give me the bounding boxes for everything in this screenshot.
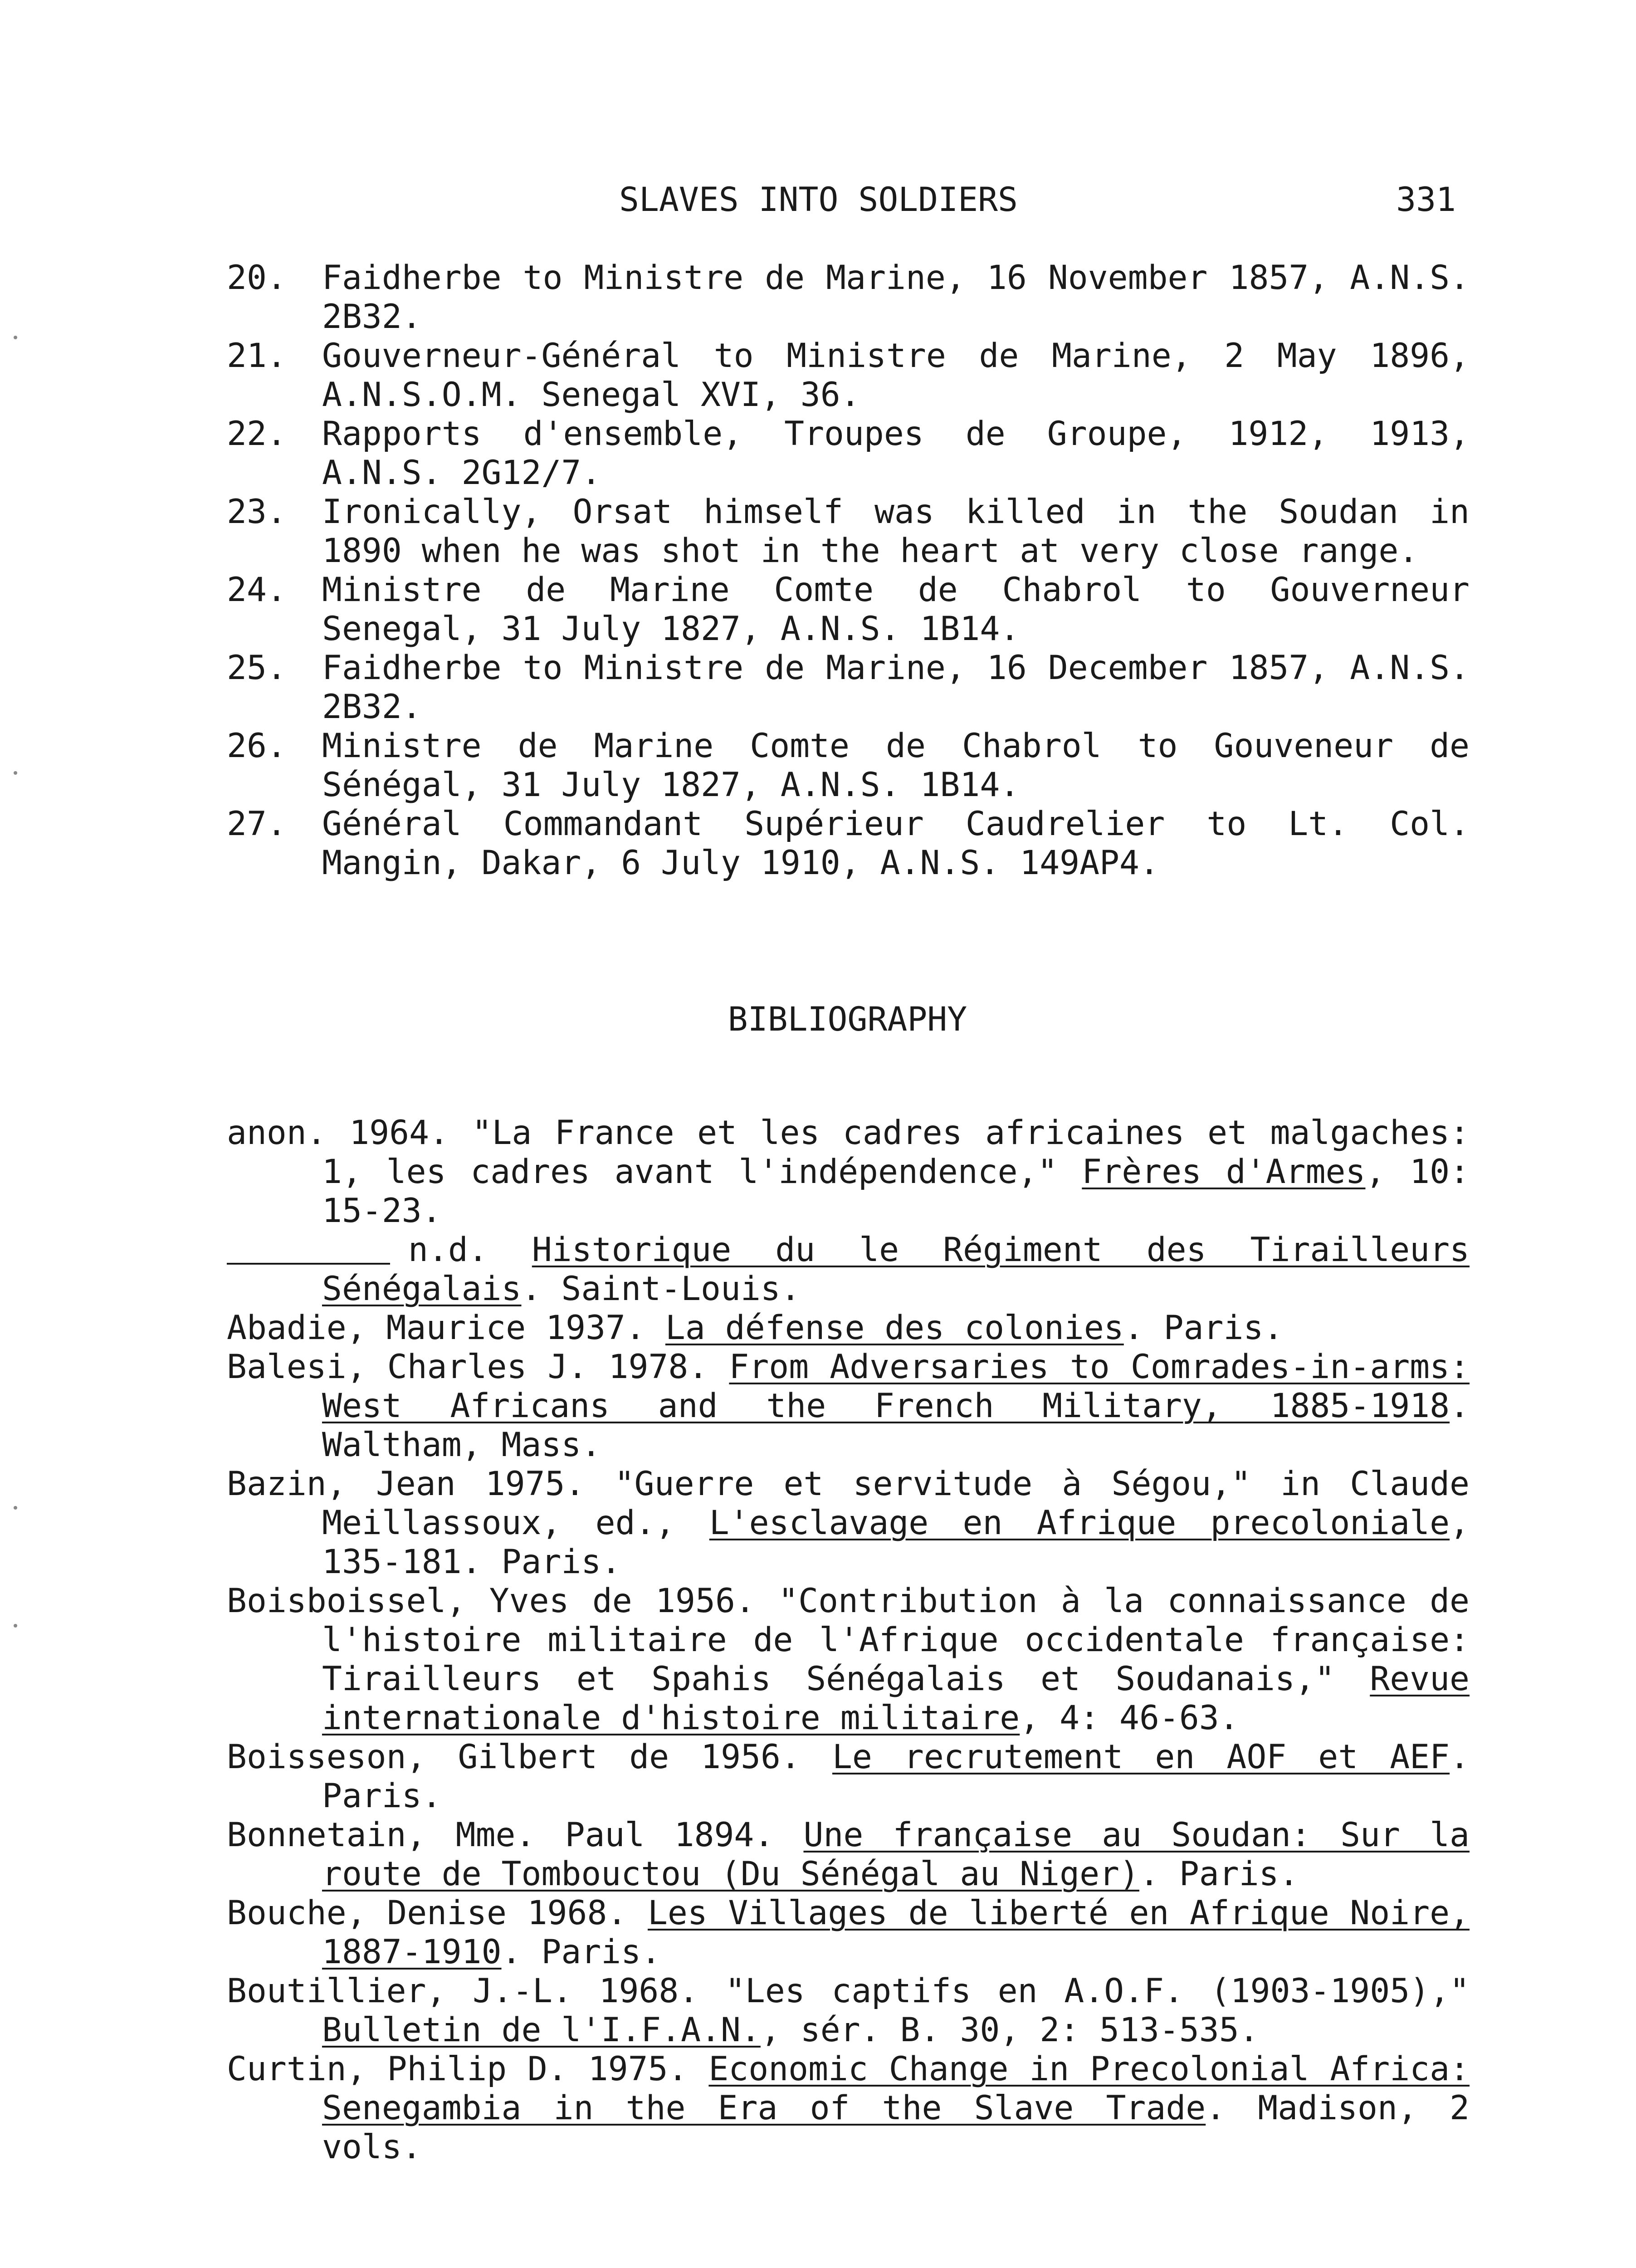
endnote-text: Faidherbe to Ministre de Marine, 16 December 1857, A.N.S. 2B32. bbox=[322, 649, 1470, 726]
endnote-number: 23. bbox=[227, 493, 287, 531]
entry-title: La défense des colonies bbox=[665, 1309, 1124, 1347]
repeated-author-rule bbox=[227, 1263, 390, 1265]
endnote bbox=[227, 415, 1470, 493]
entry-publication: , 135-181. Paris. bbox=[322, 1504, 1470, 1581]
endnote bbox=[227, 727, 1470, 805]
bibliography-entry bbox=[227, 1582, 1470, 1738]
entry-publication: . Paris. bbox=[322, 1738, 1470, 1815]
endnote-text: Gouverneur-Général to Ministre de Marine, 2 May 1896, A.N.S.O.M. Senegal XVI, 36. bbox=[322, 337, 1470, 414]
page-header bbox=[227, 181, 1470, 230]
entry-publication: . Paris. bbox=[1139, 1855, 1299, 1893]
entry-title: From Adversaries to Comrades-in-arms: West Africans and the French Military, 1885-1918 bbox=[322, 1348, 1470, 1425]
entry-citation: Abadie, Maurice 1937. bbox=[227, 1309, 665, 1347]
scan-speck bbox=[14, 771, 17, 775]
endnote-number: 21. bbox=[227, 337, 287, 375]
endnote bbox=[227, 571, 1470, 649]
bibliography-entry bbox=[227, 1231, 1470, 1309]
endnote-number: 25. bbox=[227, 649, 287, 687]
endnote-text: Faidherbe to Ministre de Marine, 16 November 1857, A.N.S. 2B32. bbox=[322, 259, 1470, 336]
endnote bbox=[227, 493, 1470, 571]
entry-title: Historique du le Régiment des Tirailleurs Sénégalais bbox=[322, 1231, 1470, 1308]
entry-publication: . Paris. bbox=[501, 1933, 661, 1971]
entry-citation: Boisboissel, Yves de 1956. "Contribution à la connaissance de l'histoire militaire de l'Afrique occidentale française: Tirailleurs et Spahis Sénégalais et Soudanais," bbox=[227, 1582, 1470, 1698]
entry-publication: . Waltham, Mass. bbox=[322, 1387, 1470, 1464]
bibliography-entry bbox=[227, 1738, 1470, 1816]
bibliography-entry bbox=[227, 1309, 1470, 1348]
endnote-text: Ironically, Orsat himself was killed in the Soudan in 1890 when he was shot in the heart at very close range. bbox=[322, 493, 1470, 570]
entry-publication: , 4: 46-63. bbox=[1020, 1699, 1239, 1737]
entry-publication: . Madison, 2 vols. bbox=[322, 2089, 1470, 2166]
endnote-text: Ministre de Marine Comte de Chabrol to Gouverneur Senegal, 31 July 1827, A.N.S. 1B14. bbox=[322, 571, 1470, 648]
running-title: SLAVES INTO SOLDIERS bbox=[619, 181, 1018, 219]
entry-publication: . Saint-Louis. bbox=[521, 1270, 801, 1308]
endnote-text: Ministre de Marine Comte de Chabrol to Gouveneur de Sénégal, 31 July 1827, A.N.S. 1B14. bbox=[322, 727, 1470, 804]
endnote-number: 27. bbox=[227, 805, 287, 843]
entry-publication: , sér. B. 30, 2: 513-535. bbox=[760, 2011, 1259, 2049]
bibliography-entry bbox=[227, 1816, 1470, 1894]
endnote bbox=[227, 337, 1470, 415]
entry-title: Revue internationale d'histoire militaire bbox=[322, 1660, 1470, 1737]
entry-title: Le recrutement en AOF et AEF bbox=[832, 1738, 1450, 1776]
entry-citation: Bouche, Denise 1968. bbox=[227, 1894, 648, 1932]
entry-citation: Curtin, Philip D. 1975. bbox=[227, 2050, 709, 2088]
scan-speck bbox=[14, 336, 17, 339]
entry-citation: anon. 1964. "La France et les cadres africaines et malgaches: 1, les cadres avant l'indépendence," bbox=[227, 1114, 1470, 1191]
bibliography-entry bbox=[227, 1972, 1470, 2050]
endnote bbox=[227, 805, 1470, 883]
entry-citation: n.d. bbox=[408, 1231, 532, 1269]
bibliography-entry bbox=[227, 1348, 1470, 1465]
endnote bbox=[227, 259, 1470, 337]
endnote-text: Général Commandant Supérieur Caudrelier to Lt. Col. Mangin, Dakar, 6 July 1910, A.N.S. 149AP4. bbox=[322, 805, 1470, 882]
entry-citation: Bonnetain, Mme. Paul 1894. bbox=[227, 1816, 804, 1854]
entry-title: Frères d'Armes bbox=[1082, 1153, 1366, 1191]
bibliography-heading: BIBLIOGRAPHY bbox=[728, 1000, 967, 1039]
scan-speck bbox=[14, 1506, 17, 1510]
bibliography-entry bbox=[227, 1894, 1470, 1972]
endnote-number: 22. bbox=[227, 415, 287, 453]
entry-publication: , 10: 15-23. bbox=[322, 1153, 1470, 1230]
bibliography-list bbox=[227, 1114, 1470, 2167]
scan-speck bbox=[14, 1624, 17, 1628]
endnote-number: 20. bbox=[227, 259, 287, 297]
entry-title: Bulletin de l'I.F.A.N. bbox=[322, 2011, 761, 2049]
entry-title: Une française au Soudan: Sur la route de Tombouctou (Du Sénégal au Niger) bbox=[322, 1816, 1470, 1893]
entry-citation: Boisseson, Gilbert de 1956. bbox=[227, 1738, 832, 1776]
bibliography-entry bbox=[227, 1114, 1470, 1231]
page-number: 331 bbox=[1396, 181, 1456, 219]
bibliography-entry bbox=[227, 2050, 1470, 2167]
entry-publication: . Paris. bbox=[1123, 1309, 1284, 1347]
entry-title: Economic Change in Precolonial Africa: Senegambia in the Era of the Slave Trade bbox=[322, 2050, 1470, 2127]
endnote-number: 26. bbox=[227, 727, 287, 765]
bibliography-entry bbox=[227, 1465, 1470, 1582]
entry-citation: Balesi, Charles J. 1978. bbox=[227, 1348, 729, 1386]
endnote-number: 24. bbox=[227, 571, 287, 609]
endnote bbox=[227, 649, 1470, 727]
entry-title: L'esclavage en Afrique precoloniale bbox=[709, 1504, 1450, 1542]
endnotes bbox=[227, 259, 1470, 883]
entry-citation: Boutillier, J.-L. 1968. "Les captifs en A.O.F. (1903-1905)," bbox=[227, 1972, 1470, 2010]
entry-citation: Bazin, Jean 1975. "Guerre et servitude à Ségou," in Claude Meillassoux, ed., bbox=[227, 1465, 1470, 1542]
entry-title: Les Villages de liberté en Afrique Noire, 1887-1910 bbox=[322, 1894, 1470, 1971]
endnote-text: Rapports d'ensemble, Troupes de Groupe, 1912, 1913, A.N.S. 2G12/7. bbox=[322, 415, 1470, 492]
